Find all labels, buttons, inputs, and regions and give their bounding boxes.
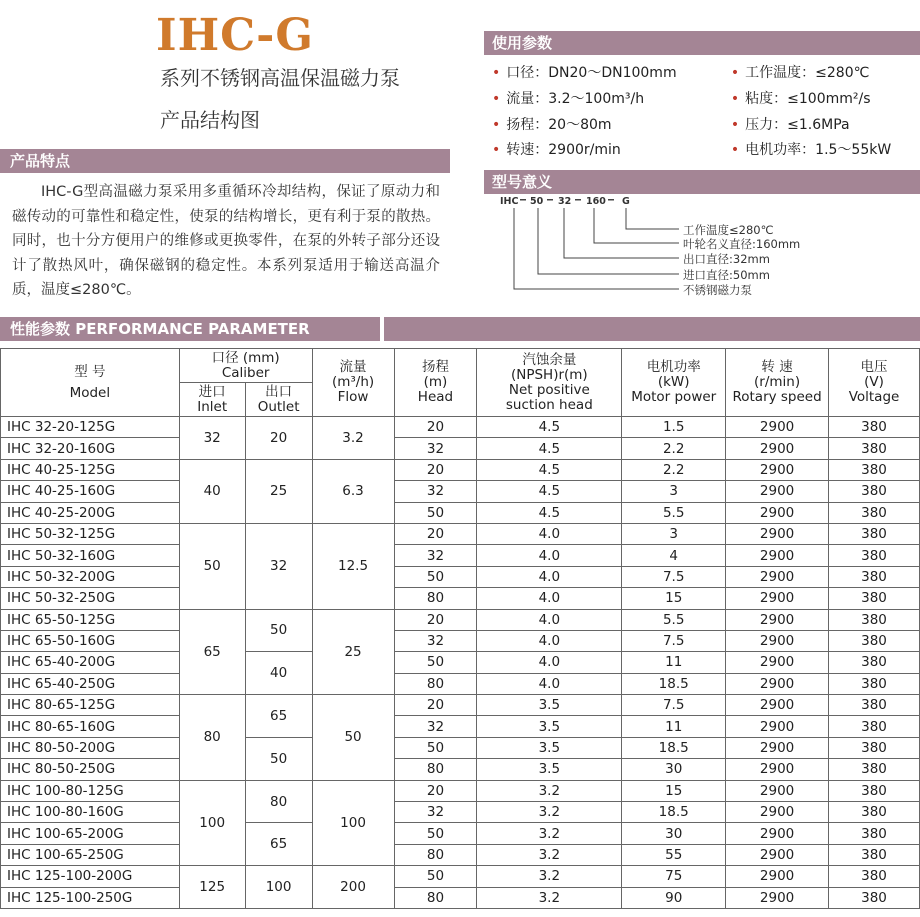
cell-head: 50 <box>394 866 477 887</box>
cell-npsh: 3.5 <box>477 737 622 758</box>
table-row <box>1 502 920 523</box>
cell-outlet: 65 <box>245 823 312 866</box>
cell-voltage: 380 <box>829 481 920 502</box>
cell-power: 15 <box>622 780 726 801</box>
usage-param-text: 扬程：20～80m <box>506 116 612 133</box>
cell-voltage: 380 <box>829 780 920 801</box>
usage-param <box>492 61 731 87</box>
cell-outlet: 50 <box>245 609 312 652</box>
cell-head: 32 <box>394 802 477 823</box>
cell-head: 80 <box>394 673 477 694</box>
cell-npsh: 4.0 <box>477 652 622 673</box>
header-inlet <box>179 383 245 417</box>
code-part-outlet: 32 <box>558 196 572 207</box>
cell-power: 4 <box>622 545 726 566</box>
cell-power: 75 <box>622 866 726 887</box>
cell-head: 20 <box>394 780 477 801</box>
cell-voltage: 380 <box>829 759 920 780</box>
code-part-ihc: IHC <box>500 196 519 207</box>
table-row <box>1 780 920 801</box>
cell-speed: 2900 <box>726 887 829 908</box>
table-row <box>1 566 920 587</box>
cell-power: 2.2 <box>622 459 726 480</box>
cell-speed: 2900 <box>726 502 829 523</box>
cell-speed: 2900 <box>726 545 829 566</box>
cell-power: 30 <box>622 823 726 844</box>
table-row <box>1 545 920 566</box>
header-voltage-unit: (V) <box>864 374 884 390</box>
cell-model: IHC 100-80-125G <box>1 780 180 801</box>
cell-npsh: 3.2 <box>477 887 622 908</box>
cell-power: 3 <box>622 481 726 502</box>
table-row <box>1 866 920 887</box>
bullet-icon: • <box>730 65 740 81</box>
header-flow <box>312 349 394 417</box>
cell-npsh: 4.0 <box>477 566 622 587</box>
cell-npsh: 4.5 <box>477 459 622 480</box>
usage-param <box>731 138 920 164</box>
usage-param-text: 压力：≤1.6MPa <box>745 116 850 133</box>
header-voltage-cn: 电压 <box>860 359 888 375</box>
cell-npsh: 4.0 <box>477 523 622 544</box>
cell-inlet: 32 <box>179 417 245 460</box>
header-voltage-en: Voltage <box>848 389 900 405</box>
cell-head: 32 <box>394 481 477 502</box>
header-npsh-cn: 汽蚀余量 <box>522 351 577 368</box>
cell-inlet: 100 <box>179 780 245 866</box>
performance-table <box>0 348 920 909</box>
cell-power: 15 <box>622 588 726 609</box>
cell-inlet: 80 <box>179 695 245 781</box>
cell-model: IHC 40-25-200G <box>1 502 180 523</box>
cell-npsh: 4.0 <box>477 630 622 651</box>
cell-voltage: 380 <box>829 545 920 566</box>
usage-param-row <box>492 61 920 87</box>
cell-speed: 2900 <box>726 630 829 651</box>
header-head <box>394 349 477 417</box>
cell-voltage: 380 <box>829 866 920 887</box>
features-text-block <box>12 180 440 303</box>
cell-power: 3 <box>622 523 726 544</box>
cell-model: IHC 80-65-160G <box>1 716 180 737</box>
cell-flow: 6.3 <box>312 459 394 523</box>
cell-outlet: 32 <box>245 523 312 609</box>
cell-speed: 2900 <box>726 481 829 502</box>
usage-param-text: 工作温度：≤280℃ <box>745 65 870 81</box>
cell-model: IHC 40-25-160G <box>1 481 180 502</box>
cell-speed: 2900 <box>726 780 829 801</box>
cell-voltage: 380 <box>829 737 920 758</box>
cell-outlet: 25 <box>245 459 312 523</box>
usage-param <box>492 113 731 139</box>
usage-param-row <box>492 113 920 139</box>
table-row <box>1 737 920 758</box>
header-flow-cn: 流量 <box>339 359 367 375</box>
cell-model: IHC 80-65-125G <box>1 695 180 716</box>
cell-flow: 100 <box>312 780 394 866</box>
table-row <box>1 630 920 651</box>
bullet-icon: • <box>492 116 501 133</box>
cell-npsh: 3.5 <box>477 695 622 716</box>
structure-diagram-label: 产品结构图 <box>160 108 260 132</box>
header-caliber-cn: 口径 (mm) <box>211 349 280 366</box>
features-heading: 产品特点 <box>0 149 450 173</box>
cell-npsh: 4.5 <box>477 502 622 523</box>
table-row <box>1 523 920 544</box>
cell-model: IHC 32-20-125G <box>1 417 180 438</box>
features-text: IHC-G型高温磁力泵采用多重循环冷却结构，保证了原动力和磁传动的可靠性和稳定性，使泵的结构增长，更有利于泵的散热。同时，也十分方便用户的维修或更换零件，在泵的外转子部分还设计了散热风叶，确保磁钢的稳定性。本系列泵适用于输送高温介质，温度≤280℃。 <box>12 184 440 299</box>
usage-heading: 使用参数 <box>484 31 920 55</box>
cell-model: IHC 100-65-250G <box>1 844 180 865</box>
usage-param-text: 口径：DN20～DN100mm <box>506 65 677 81</box>
cell-voltage: 380 <box>829 823 920 844</box>
cell-power: 2.2 <box>622 438 726 459</box>
table-row <box>1 802 920 823</box>
cell-npsh: 3.2 <box>477 802 622 823</box>
cell-model: IHC 80-50-200G <box>1 737 180 758</box>
usage-param-row <box>492 87 920 113</box>
cell-voltage: 380 <box>829 802 920 823</box>
meaning-inlet: 进口直径:50mm <box>683 268 770 282</box>
meaning-outlet: 出口直径:32mm <box>683 252 770 266</box>
table-row <box>1 459 920 480</box>
header-speed <box>726 349 829 417</box>
usage-param <box>492 87 731 113</box>
performance-table-body <box>1 417 920 909</box>
usage-param-text: 转速：2900r/min <box>506 142 621 159</box>
table-row <box>1 652 920 673</box>
cell-flow: 50 <box>312 695 394 781</box>
cell-speed: 2900 <box>726 438 829 459</box>
cell-head: 80 <box>394 759 477 780</box>
header-flow-en: Flow <box>337 389 369 405</box>
header-head-cn: 扬程 <box>421 359 449 375</box>
product-title: IHC-G <box>156 10 315 61</box>
header-npsh-en1: Net positive <box>508 381 590 398</box>
cell-head: 20 <box>394 523 477 544</box>
header-power-cn: 电机功率 <box>646 359 701 375</box>
cell-inlet: 65 <box>179 609 245 695</box>
cell-power: 11 <box>622 652 726 673</box>
header-head-unit: (m) <box>423 374 448 390</box>
header-head-en: Head <box>417 389 454 405</box>
cell-speed: 2900 <box>726 716 829 737</box>
cell-npsh: 4.5 <box>477 438 622 459</box>
cell-inlet: 50 <box>179 523 245 609</box>
cell-speed: 2900 <box>726 844 829 865</box>
cell-voltage: 380 <box>829 566 920 587</box>
code-part-g: G <box>622 196 630 207</box>
cell-speed: 2900 <box>726 588 829 609</box>
cell-flow: 3.2 <box>312 417 394 460</box>
header-npsh-unit: (NPSH)r(m) <box>510 366 588 383</box>
cell-head: 32 <box>394 630 477 651</box>
cell-speed: 2900 <box>726 802 829 823</box>
table-row <box>1 823 920 844</box>
bullet-icon: • <box>492 142 501 159</box>
cell-flow: 25 <box>312 609 394 695</box>
cell-voltage: 380 <box>829 673 920 694</box>
cell-voltage: 380 <box>829 438 920 459</box>
cell-outlet: 50 <box>245 737 312 780</box>
table-row <box>1 673 920 694</box>
cell-voltage: 380 <box>829 844 920 865</box>
cell-model: IHC 65-50-125G <box>1 609 180 630</box>
cell-speed: 2900 <box>726 459 829 480</box>
header-flow-unit: (m³/h) <box>331 374 375 390</box>
cell-speed: 2900 <box>726 523 829 544</box>
header-model-cn: 型 号 <box>74 363 106 380</box>
table-row <box>1 844 920 865</box>
cell-power: 1.5 <box>622 417 726 438</box>
header-model-en: Model <box>69 384 111 401</box>
cell-power: 7.5 <box>622 566 726 587</box>
cell-head: 50 <box>394 502 477 523</box>
cell-speed: 2900 <box>726 566 829 587</box>
cell-head: 50 <box>394 566 477 587</box>
bullet-icon: • <box>492 65 501 81</box>
cell-outlet: 100 <box>245 866 312 909</box>
cell-npsh: 3.5 <box>477 759 622 780</box>
cell-head: 50 <box>394 823 477 844</box>
cell-model: IHC 80-50-250G <box>1 759 180 780</box>
cell-voltage: 380 <box>829 695 920 716</box>
cell-voltage: 380 <box>829 630 920 651</box>
cell-voltage: 380 <box>829 459 920 480</box>
cell-speed: 2900 <box>726 759 829 780</box>
cell-power: 5.5 <box>622 502 726 523</box>
cell-model: IHC 65-50-160G <box>1 630 180 651</box>
header-npsh <box>477 349 622 417</box>
cell-npsh: 4.5 <box>477 417 622 438</box>
header-outlet <box>245 383 312 417</box>
header-power <box>622 349 726 417</box>
cell-flow: 200 <box>312 866 394 909</box>
cell-npsh: 4.0 <box>477 609 622 630</box>
usage-param-text: 粘度：≤100mm²/s <box>745 90 871 107</box>
cell-voltage: 380 <box>829 716 920 737</box>
product-subtitle: 系列不锈钢高温保温磁力泵 <box>160 66 400 90</box>
table-row <box>1 609 920 630</box>
cell-head: 50 <box>394 652 477 673</box>
usage-param <box>492 138 731 164</box>
bullet-icon: • <box>730 142 740 159</box>
cell-head: 20 <box>394 459 477 480</box>
cell-head: 80 <box>394 588 477 609</box>
cell-power: 90 <box>622 887 726 908</box>
meaning-temperature: 工作温度≤280℃ <box>683 223 774 237</box>
cell-npsh: 4.0 <box>477 673 622 694</box>
table-row <box>1 417 920 438</box>
cell-head: 80 <box>394 844 477 865</box>
cell-power: 55 <box>622 844 726 865</box>
cell-model: IHC 125-100-200G <box>1 866 180 887</box>
header-speed-en: Rotary speed <box>732 389 822 405</box>
header-power-en: Motor power <box>631 389 717 405</box>
header-caliber <box>179 349 312 383</box>
cell-outlet: 20 <box>245 417 312 460</box>
usage-param-text: 流量：3.2～100m³/h <box>506 90 645 107</box>
cell-npsh: 4.0 <box>477 588 622 609</box>
code-part-impeller: 160 <box>586 196 606 207</box>
cell-inlet: 40 <box>179 459 245 523</box>
cell-head: 50 <box>394 737 477 758</box>
table-row <box>1 438 920 459</box>
cell-inlet: 125 <box>179 866 245 909</box>
header-caliber-en: Caliber <box>221 364 270 381</box>
cell-speed: 2900 <box>726 417 829 438</box>
table-row <box>1 695 920 716</box>
header-speed-cn: 转 速 <box>761 359 793 375</box>
cell-model: IHC 100-80-160G <box>1 802 180 823</box>
model-meaning-heading: 型号意义 <box>484 170 920 194</box>
usage-param <box>731 87 920 113</box>
cell-voltage: 380 <box>829 588 920 609</box>
usage-param-text: 电机功率：1.5～55kW <box>745 142 892 159</box>
cell-outlet: 40 <box>245 652 312 695</box>
header-outlet-en: Outlet <box>257 398 300 415</box>
cell-head: 20 <box>394 417 477 438</box>
cell-power: 7.5 <box>622 695 726 716</box>
table-row <box>1 716 920 737</box>
cell-speed: 2900 <box>726 823 829 844</box>
cell-speed: 2900 <box>726 737 829 758</box>
cell-model: IHC 100-65-200G <box>1 823 180 844</box>
usage-param <box>731 61 920 87</box>
cell-model: IHC 65-40-200G <box>1 652 180 673</box>
header-model <box>1 349 180 417</box>
cell-power: 30 <box>622 759 726 780</box>
cell-model: IHC 40-25-125G <box>1 459 180 480</box>
cell-power: 7.5 <box>622 630 726 651</box>
cell-power: 18.5 <box>622 737 726 758</box>
cell-flow: 12.5 <box>312 523 394 609</box>
cell-speed: 2900 <box>726 609 829 630</box>
cell-model: IHC 65-40-250G <box>1 673 180 694</box>
cell-model: IHC 50-32-125G <box>1 523 180 544</box>
cell-npsh: 3.2 <box>477 780 622 801</box>
cell-model: IHC 50-32-160G <box>1 545 180 566</box>
cell-npsh: 3.5 <box>477 716 622 737</box>
cell-model: IHC 125-100-250G <box>1 887 180 908</box>
header-inlet-en: Inlet <box>197 398 228 415</box>
usage-params <box>492 61 920 164</box>
cell-speed: 2900 <box>726 673 829 694</box>
meaning-pump-type: 不锈钢磁力泵 <box>683 283 752 297</box>
cell-voltage: 380 <box>829 609 920 630</box>
cell-head: 20 <box>394 695 477 716</box>
performance-heading-band <box>384 317 920 341</box>
cell-voltage: 380 <box>829 502 920 523</box>
cell-speed: 2900 <box>726 652 829 673</box>
cell-power: 5.5 <box>622 609 726 630</box>
bullet-icon: • <box>492 90 501 107</box>
header-inlet-cn: 进口 <box>198 383 226 400</box>
cell-model: IHC 32-20-160G <box>1 438 180 459</box>
cell-head: 80 <box>394 887 477 908</box>
cell-model: IHC 50-32-250G <box>1 588 180 609</box>
table-row <box>1 588 920 609</box>
table-row <box>1 759 920 780</box>
cell-head: 32 <box>394 716 477 737</box>
cell-head: 32 <box>394 545 477 566</box>
header-voltage <box>829 349 920 417</box>
cell-power: 18.5 <box>622 802 726 823</box>
cell-speed: 2900 <box>726 695 829 716</box>
cell-outlet: 65 <box>245 695 312 738</box>
header-outlet-cn: 出口 <box>265 383 293 400</box>
header-power-unit: (kW) <box>657 374 690 390</box>
bullet-icon: • <box>730 116 740 133</box>
cell-head: 20 <box>394 609 477 630</box>
bullet-icon: • <box>730 90 740 107</box>
cell-power: 11 <box>622 716 726 737</box>
performance-heading: 性能参数 PERFORMANCE PARAMETER <box>0 317 380 341</box>
cell-voltage: 380 <box>829 523 920 544</box>
cell-npsh: 4.5 <box>477 481 622 502</box>
usage-param-row <box>492 138 920 164</box>
header-npsh-en2: suction head <box>505 396 593 413</box>
cell-npsh: 3.2 <box>477 866 622 887</box>
cell-npsh: 3.2 <box>477 823 622 844</box>
cell-voltage: 380 <box>829 417 920 438</box>
usage-param <box>731 113 920 139</box>
table-row <box>1 887 920 908</box>
code-part-inlet: 50 <box>530 196 544 207</box>
cell-voltage: 380 <box>829 652 920 673</box>
table-row <box>1 481 920 502</box>
cell-npsh: 3.2 <box>477 844 622 865</box>
cell-speed: 2900 <box>726 866 829 887</box>
cell-model: IHC 50-32-200G <box>1 566 180 587</box>
cell-npsh: 4.0 <box>477 545 622 566</box>
cell-outlet: 80 <box>245 780 312 823</box>
cell-voltage: 380 <box>829 887 920 908</box>
cell-head: 32 <box>394 438 477 459</box>
header-speed-unit: (r/min) <box>754 374 801 390</box>
meaning-impeller: 叶轮名义直径:160mm <box>683 237 801 251</box>
cell-power: 18.5 <box>622 673 726 694</box>
